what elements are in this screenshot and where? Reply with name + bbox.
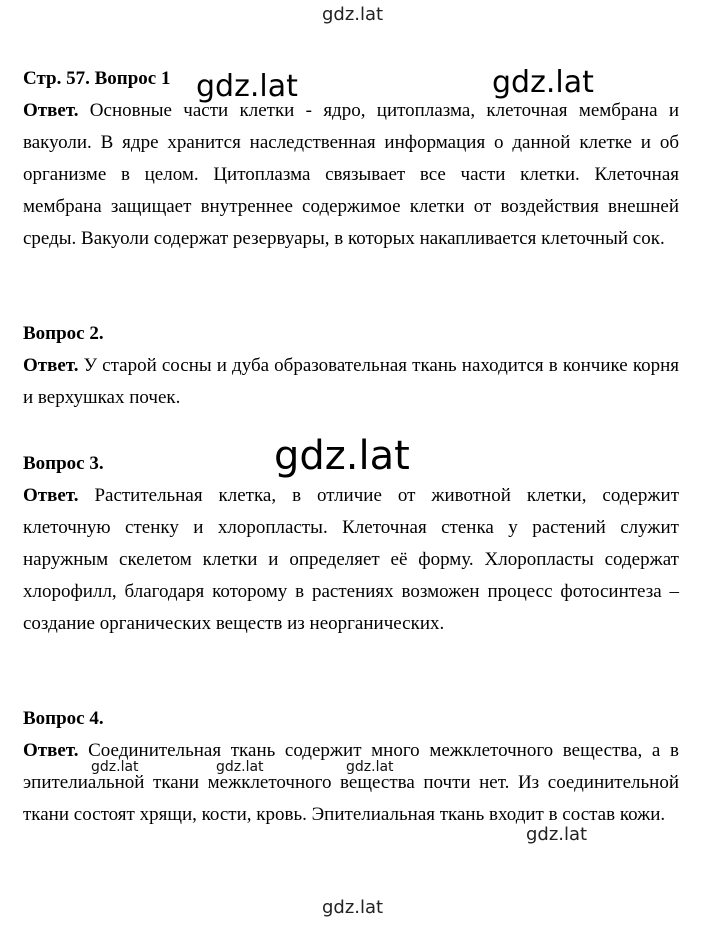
watermark-q4-b: gdz.lat — [216, 759, 264, 775]
watermark-q4-c: gdz.lat — [346, 759, 394, 775]
watermark-q4-d: gdz.lat — [526, 824, 588, 845]
question-1-heading: Стр. 57. Вопрос 1 — [23, 68, 171, 89]
answer-text: Растительная клетка, в отличие от животной клетки, содержит клеточную стенку и хлоропласты. Клеточная стенка у растений служит наружным скелетом клетки и определяет её форму. Хлоропласты содержат хлорофилл, благодаря которому в растениях возможен процесс фотосинтеза – создание органических веществ из неорганических. — [23, 485, 679, 634]
question-4-answer — [23, 735, 679, 831]
answer-label: Ответ. — [23, 100, 79, 121]
question-2-block — [23, 318, 679, 414]
answer-label: Ответ. — [23, 355, 79, 376]
question-3-heading: Вопрос 3. — [23, 453, 104, 474]
answer-text: Основные части клетки - ядро, цитоплазма, клеточная мембрана и вакуоли. В ядре хранится наследственная информация о данной клетке и об организме в целом. Цитоплазма связывает все части клетки. Клеточная мембрана защищает внутреннее содержимое клетки от воздействия внешней среды. Вакуоли содержат резервуары, в которых накапливается клеточный сок. — [23, 100, 680, 249]
question-3-answer — [23, 480, 679, 640]
watermark-bottom: gdz.lat — [322, 897, 384, 918]
watermark-top: gdz.lat — [322, 4, 384, 25]
watermark-line1-left: gdz.lat — [196, 69, 298, 104]
question-1-answer — [23, 95, 679, 255]
question-2-heading: Вопрос 2. — [23, 323, 104, 344]
answer-text: Соединительная ткань содержит много межклеточного вещества, а в эпителиальной ткани межклеточного вещества почти нет. Из соединительной ткани состоят хрящи, кости, кровь. Эпителиальная ткань входит в состав кожи. — [23, 740, 679, 825]
answer-label: Ответ. — [23, 740, 79, 761]
answer-label: Ответ. — [23, 485, 79, 506]
watermark-q4-a: gdz.lat — [91, 759, 139, 775]
watermark-line1-right: gdz.lat — [492, 65, 594, 100]
answer-text: У старой сосны и дуба образовательная ткань находится в кончике корня и верхушках почек. — [23, 355, 679, 408]
watermark-center: gdz.lat — [274, 433, 410, 479]
question-4-heading: Вопрос 4. — [23, 708, 104, 729]
question-2-answer — [23, 350, 679, 414]
